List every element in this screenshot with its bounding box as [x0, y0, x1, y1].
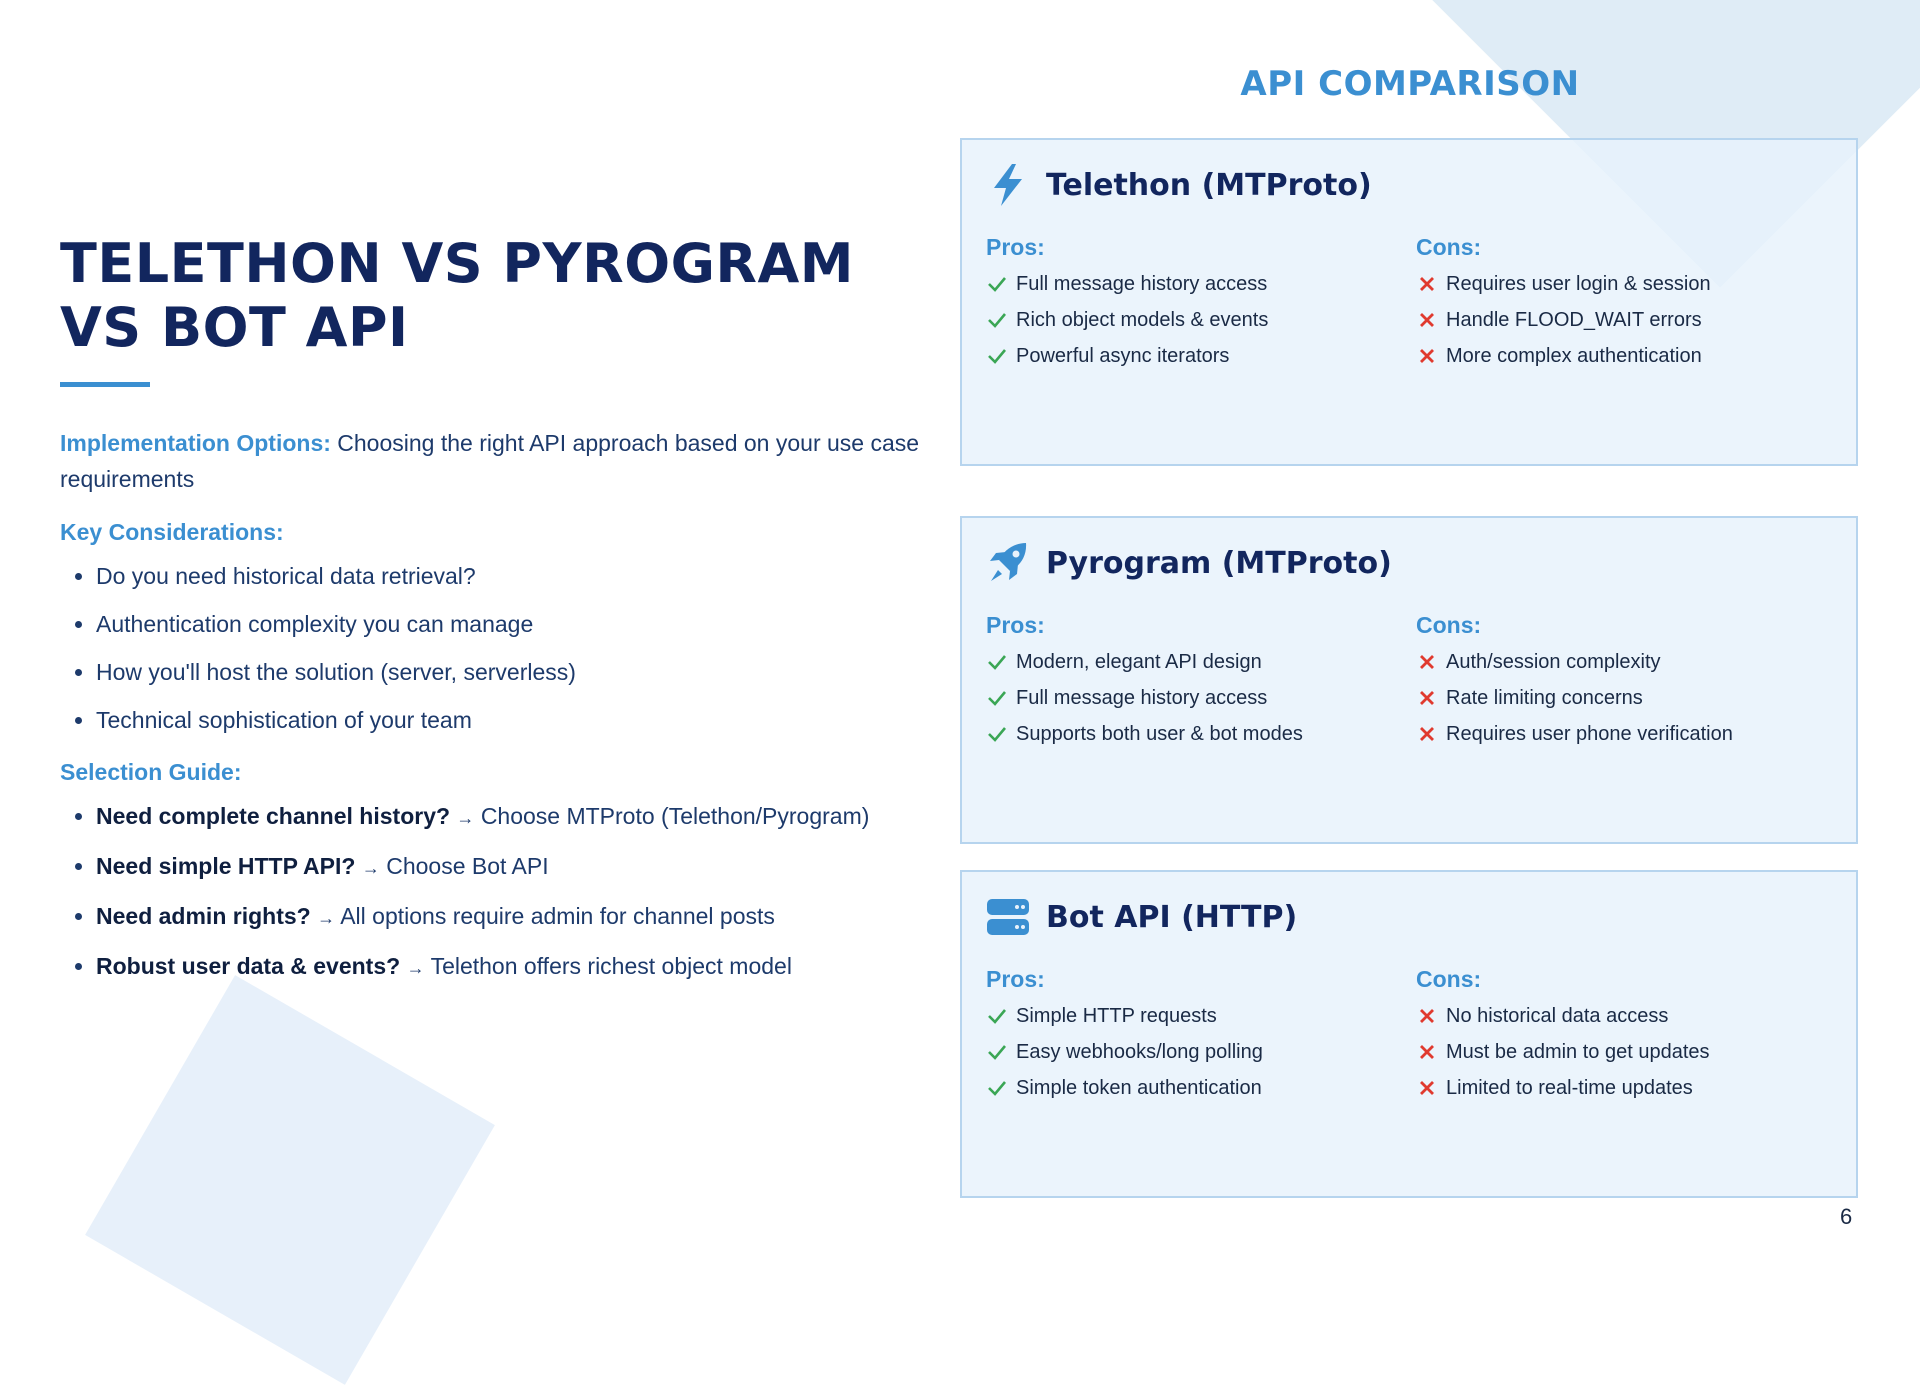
intro-text: Choosing the right API approach based on your use case requirements — [60, 430, 920, 492]
cross-icon — [1416, 651, 1438, 673]
pro-text: Powerful async iterators — [1016, 345, 1230, 367]
card-header — [986, 894, 1297, 940]
cons-column — [1416, 966, 1816, 1111]
telethon-card — [960, 138, 1858, 466]
guide-item — [96, 950, 920, 985]
con-text: More complex authentication — [1446, 345, 1702, 367]
pros-label: Pros: — [986, 234, 1045, 260]
card-header — [986, 162, 1372, 208]
card-title: Pyrogram (MTProto) — [1046, 545, 1392, 581]
pros-label: Pros: — [986, 612, 1045, 638]
guide-question: Need simple HTTP API? — [96, 853, 356, 879]
pro-item — [986, 1003, 1386, 1029]
considerations-list — [60, 560, 920, 737]
cross-icon — [1416, 273, 1438, 295]
consideration-item: • Technical sophistication of your team — [96, 704, 920, 737]
guide-item — [96, 800, 920, 835]
consideration-item: • Do you need historical data retrieval? — [96, 560, 920, 593]
cross-icon — [1416, 1005, 1438, 1027]
arrow-icon: → — [317, 908, 336, 928]
cons-column — [1416, 612, 1816, 757]
pro-text: Full message history access — [1016, 687, 1268, 709]
con-item — [1416, 721, 1816, 747]
pro-item — [986, 1075, 1386, 1101]
con-item — [1416, 1003, 1816, 1029]
guide-item — [96, 900, 920, 935]
con-text: Must be admin to get updates — [1446, 1041, 1710, 1063]
intro-label: Implementation Options: — [60, 430, 331, 456]
con-text: Requires user phone verification — [1446, 723, 1733, 745]
check-icon — [986, 651, 1008, 673]
pro-text: Easy webhooks/long polling — [1016, 1041, 1263, 1063]
guide-answer: Telethon offers richest object model — [430, 953, 792, 979]
pro-item — [986, 271, 1386, 297]
selection-guide-list — [60, 800, 920, 985]
pro-item — [986, 649, 1386, 675]
title-underline — [60, 382, 150, 387]
guide-answer: All options require admin for channel posts — [340, 903, 775, 929]
card-title: Telethon (MTProto) — [1046, 167, 1372, 203]
con-item — [1416, 307, 1816, 333]
cons-column — [1416, 234, 1816, 379]
pro-item — [986, 1039, 1386, 1065]
pro-text: Modern, elegant API design — [1016, 651, 1262, 673]
pros-column — [986, 234, 1386, 379]
cross-icon — [1416, 309, 1438, 331]
guide-question: Need complete channel history? — [96, 803, 451, 829]
arrow-icon: → — [361, 858, 380, 878]
cross-icon — [1416, 687, 1438, 709]
check-icon — [986, 345, 1008, 367]
page-number: 6 — [1840, 1204, 1853, 1229]
con-text: Handle FLOOD_WAIT errors — [1446, 309, 1702, 331]
cross-icon — [1416, 345, 1438, 367]
cross-icon — [1416, 1077, 1438, 1099]
guide-answer: Choose Bot API — [386, 853, 549, 879]
arrow-icon: → — [406, 958, 425, 978]
pro-text: Simple HTTP requests — [1016, 1005, 1217, 1027]
consideration-item: • How you'll host the solution (server, serverless) — [96, 656, 920, 689]
con-item — [1416, 343, 1816, 369]
check-icon — [986, 687, 1008, 709]
server-icon — [986, 894, 1030, 940]
key-considerations-heading: Key Considerations: — [60, 519, 284, 545]
lightning-bolt-icon — [986, 162, 1030, 208]
pro-item — [986, 721, 1386, 747]
guide-answer: Choose MTProto (Telethon/Pyrogram) — [480, 803, 870, 829]
con-item — [1416, 271, 1816, 297]
cons-label: Cons: — [1416, 234, 1482, 260]
con-item — [1416, 1039, 1816, 1065]
pro-item — [986, 307, 1386, 333]
pros-column — [986, 612, 1386, 757]
guide-question: Need admin rights? — [96, 903, 311, 929]
slide-title: TELETHON VS PYROGRAM VS BOT API — [60, 232, 855, 359]
bot-api-card — [960, 870, 1858, 1198]
con-text: No historical data access — [1446, 1005, 1669, 1027]
cons-label: Cons: — [1416, 966, 1482, 992]
con-item — [1416, 1075, 1816, 1101]
decorative-diamond-bottom — [85, 975, 495, 1385]
intro-paragraph — [60, 425, 920, 497]
cross-icon — [1416, 723, 1438, 745]
pyrogram-card — [960, 516, 1858, 844]
guide-item — [96, 850, 920, 885]
card-header — [986, 540, 1392, 586]
card-title: Bot API (HTTP) — [1046, 899, 1298, 935]
con-text: Limited to real-time updates — [1446, 1077, 1693, 1099]
check-icon — [986, 1041, 1008, 1063]
pros-column — [986, 966, 1386, 1111]
consideration-item: • Authentication complexity you can manage — [96, 608, 920, 641]
con-text: Rate limiting concerns — [1446, 687, 1643, 709]
check-icon — [986, 309, 1008, 331]
selection-guide-heading: Selection Guide: — [60, 759, 242, 785]
con-text: Requires user login & session — [1446, 273, 1711, 295]
con-item — [1416, 649, 1816, 675]
con-text: Auth/session complexity — [1446, 651, 1661, 673]
pros-label: Pros: — [986, 966, 1045, 992]
pro-item — [986, 343, 1386, 369]
pro-text: Simple token authentication — [1016, 1077, 1262, 1099]
cons-label: Cons: — [1416, 612, 1482, 638]
check-icon — [986, 1005, 1008, 1027]
pro-text: Supports both user & bot modes — [1016, 723, 1303, 745]
pro-text: Rich object models & events — [1016, 309, 1269, 331]
guide-question: Robust user data & events? — [96, 953, 401, 979]
pro-text: Full message history access — [1016, 273, 1268, 295]
con-item — [1416, 685, 1816, 711]
left-panel — [60, 232, 920, 1000]
rocket-icon — [986, 540, 1030, 586]
cross-icon — [1416, 1041, 1438, 1063]
check-icon — [986, 273, 1008, 295]
pro-item — [986, 685, 1386, 711]
check-icon — [986, 1077, 1008, 1099]
comparison-title: API COMPARISON — [1240, 64, 1580, 104]
arrow-icon: → — [456, 808, 475, 828]
check-icon — [986, 723, 1008, 745]
